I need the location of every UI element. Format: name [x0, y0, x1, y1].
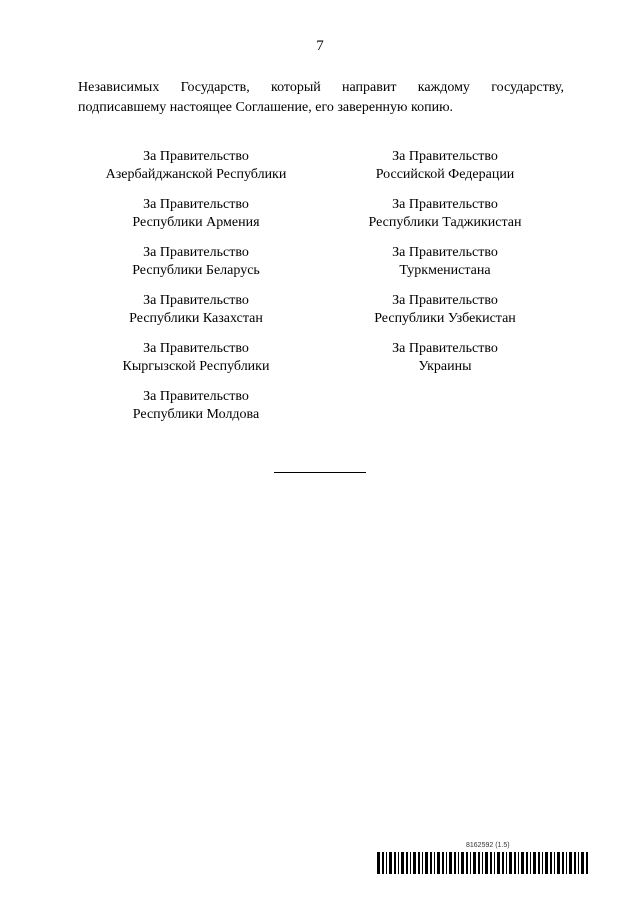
signature-block [76, 340, 316, 388]
signature-country: Республики Беларусь [132, 263, 260, 278]
barcode-bar [377, 852, 380, 874]
barcode-bar [382, 852, 384, 874]
barcode-bar [581, 852, 584, 874]
barcode-bar [410, 852, 411, 874]
barcode-bar [509, 852, 512, 874]
barcode-bar [557, 852, 560, 874]
signature-heading: За Правительство [392, 149, 498, 164]
barcode-bar [386, 852, 387, 874]
signature-country: Кыргызской Республики [122, 359, 270, 374]
signature-block [76, 196, 316, 244]
barcode-bar [437, 852, 440, 874]
barcode-bar [545, 852, 548, 874]
barcode-bar [473, 852, 476, 874]
barcode-bar [418, 852, 420, 874]
barcode-bar [485, 852, 488, 874]
signature-block [325, 340, 565, 388]
document-code: 8162592 (1.5) [466, 842, 510, 849]
barcode-bar [449, 852, 452, 874]
signature-block [325, 244, 565, 292]
signature-heading: За Правительство [143, 293, 249, 308]
barcode-bar [401, 852, 404, 874]
signature-heading: За Правительство [143, 389, 249, 404]
barcode-bar [514, 852, 516, 874]
barcode-bar [550, 852, 552, 874]
barcode-bar [425, 852, 428, 874]
barcode-bar [470, 852, 471, 874]
barcode-bar [574, 852, 576, 874]
barcode-bar [466, 852, 468, 874]
barcode-bar [430, 852, 432, 874]
barcode-bar [578, 852, 579, 874]
barcode-bar [542, 852, 543, 874]
signature-block [325, 292, 565, 340]
signature-country: Республики Молдова [132, 407, 260, 422]
barcode-bar [442, 852, 444, 874]
signature-heading: За Правительство [392, 245, 498, 260]
signature-country: Республики Армения [132, 215, 260, 230]
signatures-left-column [76, 148, 316, 436]
signature-block [325, 148, 565, 196]
barcode-bar [538, 852, 540, 874]
barcode-bar [389, 852, 392, 874]
signature-block [325, 196, 565, 244]
signature-heading: За Правительство [143, 341, 249, 356]
barcode-bar [530, 852, 531, 874]
signatures-right-column [325, 148, 565, 388]
signature-heading: За Правительство [392, 341, 498, 356]
barcode-bar [566, 852, 567, 874]
barcode-bar [490, 852, 492, 874]
barcode-bar [394, 852, 396, 874]
barcode-bar [413, 852, 416, 874]
signature-heading: За Правительство [392, 293, 498, 308]
signature-heading: За Правительство [143, 197, 249, 212]
signature-heading: За Правительство [143, 245, 249, 260]
barcode-bar [526, 852, 528, 874]
barcode-bar [506, 852, 507, 874]
barcode-bar [454, 852, 456, 874]
page-number: 7 [316, 38, 324, 54]
signature-country: Республики Узбекистан [374, 311, 516, 326]
signature-heading: За Правительство [143, 149, 249, 164]
signature-block [76, 388, 316, 436]
barcode-bar [494, 852, 495, 874]
barcode-bar [406, 852, 408, 874]
signature-heading: За Правительство [392, 197, 498, 212]
barcode-bar [521, 852, 524, 874]
barcode-bar [533, 852, 536, 874]
signature-block [76, 244, 316, 292]
barcode-bar [434, 852, 435, 874]
barcode-bar [422, 852, 423, 874]
barcode-icon [377, 852, 590, 874]
end-divider [274, 472, 366, 473]
barcode-bar [569, 852, 572, 874]
barcode-bar [586, 852, 588, 874]
barcode-bar [502, 852, 504, 874]
barcode-bar [398, 852, 399, 874]
signature-country: Республики Казахстан [129, 311, 263, 326]
signature-country: Республики Таджикистан [368, 215, 522, 230]
signature-country: Туркменистана [399, 263, 491, 278]
barcode-bar [518, 852, 519, 874]
signature-block [76, 148, 316, 196]
barcode-bar [446, 852, 447, 874]
barcode-bar [478, 852, 480, 874]
body-paragraph: Независимых Государств, который направит каждому государству, подписавшему настоящее Соглашение, его заверенную копию. [78, 80, 564, 115]
barcode-bar [562, 852, 564, 874]
signature-country: Российской Федерации [375, 167, 515, 182]
barcode-bar [458, 852, 459, 874]
barcode-bar [554, 852, 555, 874]
signature-country: Азербайджанской Республики [105, 167, 287, 182]
barcode-bar [497, 852, 500, 874]
signature-block [76, 292, 316, 340]
barcode-bar [482, 852, 483, 874]
signature-country: Украины [418, 359, 472, 374]
barcode-bar [461, 852, 464, 874]
